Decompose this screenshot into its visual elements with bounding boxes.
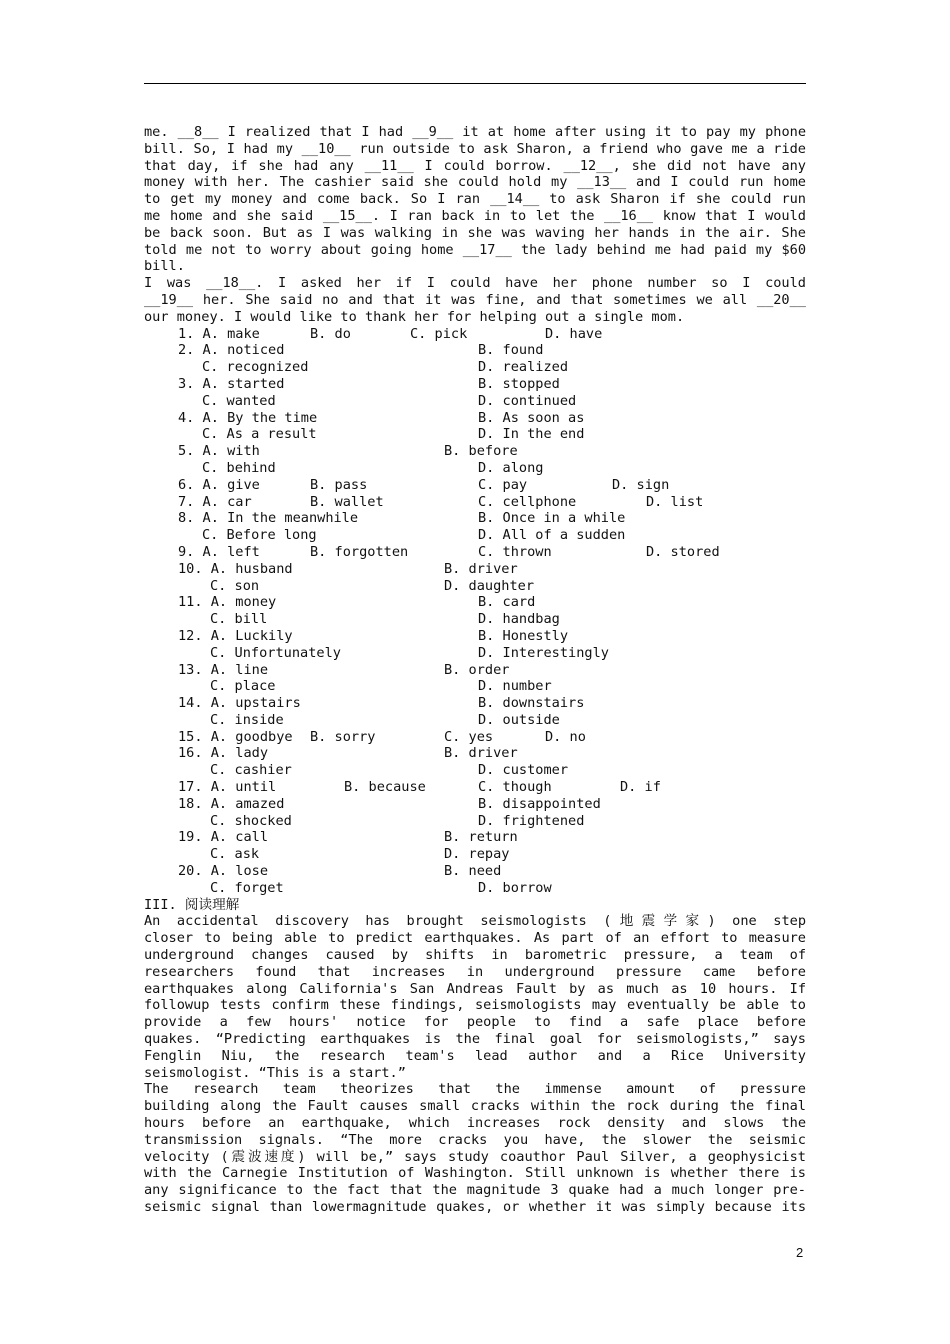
option-choice: D. repay <box>444 846 510 863</box>
option-choice: D. sign <box>612 476 670 493</box>
option-choice: B. driver <box>444 560 518 577</box>
passage-line: our money. I would like to thank her for helping out a single mom. <box>144 308 685 325</box>
option-row <box>144 342 806 359</box>
option-choice: C. inside <box>210 711 284 728</box>
option-row <box>144 393 806 410</box>
option-choice: C. forget <box>210 879 284 896</box>
option-choice: D. if <box>620 779 661 796</box>
option-choice: B. card <box>478 594 536 611</box>
reading-line: An accidental discovery has brought seismologists (地震学家) one step <box>144 913 806 930</box>
option-row <box>144 662 806 679</box>
passage-line: to get my money and come back. So I ran __14__ to ask Sharon if she could run <box>144 191 806 208</box>
option-choice: D. continued <box>478 392 577 409</box>
option-choice: B. disappointed <box>478 795 601 812</box>
option-row <box>144 745 806 762</box>
option-row <box>144 376 806 393</box>
option-row <box>144 359 806 376</box>
reading-line: followup tests confirm these findings, seismologists may eventually be able to <box>144 997 806 1014</box>
option-choice: C. though <box>478 779 552 796</box>
option-choice: C. behind <box>202 459 276 476</box>
option-choice: D. All of a sudden <box>478 527 626 544</box>
option-choice: 16. A. lady <box>178 745 269 762</box>
option-choice: C. yes <box>444 728 494 745</box>
option-choice: C. shocked <box>210 812 292 829</box>
option-choice: D. along <box>478 459 544 476</box>
option-choice: 4. A. By the time <box>178 409 318 426</box>
option-choice: 10. A. husband <box>178 560 293 577</box>
option-row <box>144 796 806 813</box>
option-choice: 11. A. money <box>178 594 277 611</box>
option-choice: D. have <box>545 325 603 342</box>
option-choice: 5. A. with <box>178 443 260 460</box>
passage-line: me. __8__ I realized that I had __9__ it at home after using it to pay my phone <box>144 124 806 140</box>
section-heading: III. 阅读理解 <box>144 896 240 913</box>
reading-line: quakes. “Predicting earthquakes is the final goal for seismologists,” says <box>144 1031 806 1048</box>
option-row <box>144 510 806 527</box>
option-choice: 19. A. call <box>178 829 269 846</box>
option-choice: 12. A. Luckily <box>178 627 293 644</box>
option-choice: B. stopped <box>478 375 560 392</box>
option-row <box>144 813 806 830</box>
reading-line: seismologist. “This is a start.” <box>144 1064 406 1081</box>
option-choice: C. pay <box>478 476 528 493</box>
passage-line: bill. <box>144 258 185 275</box>
passage-line: that day, if she had any __11__ I could borrow. __12__, she did not have any <box>144 157 806 174</box>
option-choice: B. downstairs <box>478 695 585 712</box>
option-row <box>144 594 806 611</box>
option-row <box>144 779 806 796</box>
option-row <box>144 477 806 494</box>
reading-line: with the Carnegie Institution of Washington. Still unknown is whether there is <box>144 1165 806 1182</box>
option-row <box>144 494 806 511</box>
document-body <box>144 124 806 1216</box>
option-row <box>144 863 806 880</box>
option-choice: 6. A. give <box>178 476 260 493</box>
passage-line: told me not to worry about going home __17__ the lady behind me had paid my $60 <box>144 241 806 258</box>
page-number: 2 <box>796 1245 804 1260</box>
option-choice: C. son <box>210 577 260 594</box>
option-row <box>144 611 806 628</box>
option-choice: C. Unfortunately <box>210 644 341 661</box>
passage-line: me home and she said __15__. I ran back in to let the __16__ know that I would <box>144 207 806 224</box>
option-row <box>144 561 806 578</box>
option-choice: D. In the end <box>478 426 585 443</box>
passage-line: be back soon. But as I was walking in she was waving her hands in the air. She <box>144 224 806 241</box>
option-choice: 15. A. goodbye <box>178 728 293 745</box>
option-row <box>144 762 806 779</box>
option-row <box>144 729 806 746</box>
option-choice: C. thrown <box>478 543 552 560</box>
option-choice: C. cellphone <box>478 493 577 510</box>
option-row <box>144 527 806 544</box>
passage-line: money with her. The cashier said she could hold my __13__ and I could run home <box>144 174 806 191</box>
option-choice: B. need <box>444 863 502 880</box>
option-row <box>144 460 806 477</box>
cloze-passage <box>144 124 806 326</box>
reading-line: seismic signal than lowermagnitude quakes, or whether it was simply because its <box>144 1199 806 1215</box>
reading-line: velocity (震波速度) will be,” says study coauthor Paul Silver, a geophysicist <box>144 1148 806 1165</box>
option-row <box>144 846 806 863</box>
option-choice: D. Interestingly <box>478 644 609 661</box>
option-choice: B. wallet <box>310 493 384 510</box>
option-choice: C. ask <box>210 846 260 863</box>
reading-line: any significance to the fact that the magnitude 3 quake had a much longer pre- <box>144 1182 806 1199</box>
header-rule <box>144 83 806 84</box>
option-choice: 2. A. noticed <box>178 342 285 359</box>
option-row <box>144 628 806 645</box>
option-choice: C. As a result <box>202 426 317 443</box>
option-choice: D. realized <box>478 359 569 376</box>
option-choice: B. because <box>344 779 426 796</box>
option-choice: 17. A. until <box>178 779 277 796</box>
option-row <box>144 426 806 443</box>
option-row <box>144 695 806 712</box>
reading-line: The research team theorizes that the immense amount of pressure <box>144 1081 806 1098</box>
option-row <box>144 544 806 561</box>
option-choice: 3. A. started <box>178 375 285 392</box>
option-row <box>144 678 806 695</box>
option-choice: 8. A. In the meanwhile <box>178 510 359 527</box>
option-choice: D. borrow <box>478 879 552 896</box>
option-choice: 1. A. make <box>178 325 260 342</box>
option-choice: C. wanted <box>202 392 276 409</box>
option-choice: B. driver <box>444 745 518 762</box>
option-choice: B. forgotten <box>310 543 409 560</box>
reading-line: researchers found that increases in underground pressure came before <box>144 963 806 980</box>
option-choice: 13. A. line <box>178 661 269 678</box>
option-row <box>144 645 806 662</box>
option-choice: B. before <box>444 443 518 460</box>
passage-line: I was __18__. I asked her if I could have her phone number so I could <box>144 275 806 292</box>
passage-line: __19__ her. She said no and that it was fine, and that sometimes we all __20__ <box>144 291 806 308</box>
option-choice: D. number <box>478 678 552 695</box>
option-choice: D. stored <box>646 543 720 560</box>
option-row <box>144 410 806 427</box>
option-choice: B. Honestly <box>478 627 569 644</box>
option-choice: B. As soon as <box>478 409 585 426</box>
option-choice: C. Before long <box>202 527 317 544</box>
reading-line: earthquakes along California's San Andreas Fault by as much as 10 hours. If <box>144 980 806 997</box>
option-choice: C. pick <box>410 325 468 342</box>
reading-line: closer to being able to predict earthquakes. As part of an effort to measure <box>144 930 806 947</box>
option-choice: D. customer <box>478 762 569 779</box>
option-choice: D. list <box>646 493 704 510</box>
option-choice: B. Once in a while <box>478 510 626 527</box>
option-row <box>144 443 806 460</box>
option-choice: B. sorry <box>310 728 376 745</box>
option-choice: B. return <box>444 829 518 846</box>
option-choice: B. pass <box>310 476 368 493</box>
option-choice: C. place <box>210 678 276 695</box>
option-row <box>144 326 806 343</box>
passage-line: bill. So, I had my __10__ run outside to ask Sharon, a friend who gave me a ride <box>144 140 806 157</box>
reading-line: provide a few hours' notice for people to find a safe place before <box>144 1014 806 1031</box>
option-row <box>144 578 806 595</box>
reading-line: Fenglin Niu, the research team's lead author and a Rice University <box>144 1047 806 1064</box>
reading-line: underground changes caused by shifts in barometric pressure, a team of <box>144 947 806 964</box>
option-choice: 9. A. left <box>178 543 260 560</box>
option-choice: 7. A. car <box>178 493 252 510</box>
reading-line: building along the Fault causes small cracks within the rock during the final <box>144 1098 806 1115</box>
option-choice: D. daughter <box>444 577 535 594</box>
reading-passage <box>144 913 806 1215</box>
option-choice: 18. A. amazed <box>178 795 285 812</box>
option-choice: D. handbag <box>478 611 560 628</box>
option-choice: B. order <box>444 661 510 678</box>
cloze-options <box>144 326 806 897</box>
option-choice: C. cashier <box>210 762 292 779</box>
option-choice: C. recognized <box>202 359 309 376</box>
option-choice: B. do <box>310 325 351 342</box>
option-choice: C. bill <box>210 611 268 628</box>
option-choice: D. frightened <box>478 812 585 829</box>
option-row <box>144 712 806 729</box>
option-row <box>144 829 806 846</box>
reading-line: transmission signals. “The more cracks you have, the slower the seismic <box>144 1131 806 1148</box>
option-choice: D. no <box>545 728 586 745</box>
option-choice: 14. A. upstairs <box>178 695 301 712</box>
option-choice: D. outside <box>478 711 560 728</box>
option-row <box>144 880 806 897</box>
reading-line: hours before an earthquake, which increases rock density and slows the <box>144 1115 806 1132</box>
option-choice: B. found <box>478 342 544 359</box>
option-choice: 20. A. lose <box>178 863 269 880</box>
